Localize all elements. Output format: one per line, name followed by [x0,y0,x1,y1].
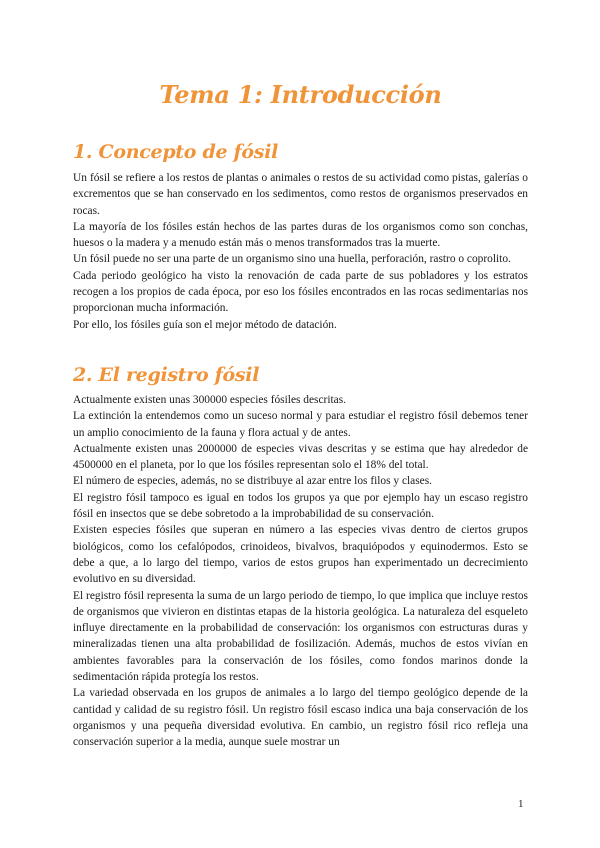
section-body-registro-fosil [73,392,528,751]
paragraph: El número de especies, además, no se distribuye al azar entre los filos y clases. [73,475,432,488]
paragraph: Actualmente existen unas 2000000 de especies vivas descritas y se estima que hay alrededor de 4500000 en el planeta, por lo que los fósiles representan solo el 18% del total. [73,442,528,472]
paragraph: La variedad observada en los grupos de animales a lo largo del tiempo geológico depende de la cantidad y calidad de su registro fósil. Un registro fósil escaso indica una baja conservación de los organismos y una pequeña diversidad evolutiva. En cambio, un registro fósil rico refleja una conservación superior a la media, aunque suele mostrar un [73,687,528,749]
paragraph: El registro fósil representa la suma de un largo periodo de tiempo, lo que implica que incluye restos de organismos que vivieron en distintas etapas de la historia geológica. La naturaleza del esqueleto influye directamente en la probabilidad de conservación: los organismos con estructuras duras y mineralizadas tienen una alta probabilidad de fosilización. Además, muchos de estos vivían en ambientes favorables para la conservación de los fósiles, como fondos marinos donde la sedimentación rápida protegía los restos. [73,589,528,684]
paragraph: El registro fósil tampoco es igual en todos los grupos ya que por ejemplo hay un escaso registro fósil en insectos que se debe sobretodo a la improbabilidad de su conservación. [73,491,528,521]
paragraph: Cada periodo geológico ha visto la renovación de cada parte de sus pobladores y los estratos recogen a los propios de cada época, por eso los fósiles encontrados en las rocas sedimentarias nos proporcionan mucha información. [73,269,528,315]
paragraph: Por ello, los fósiles guía son el mejor método de datación. [73,318,337,331]
paragraph: Actualmente existen unas 300000 especies fósiles descritas. [73,394,346,406]
paragraph: La extinción la entendemos como un suceso normal y para estudiar el registro fósil debemos tener un amplio conocimiento de la fauna y flora actual y de antes. [73,410,528,439]
paragraph: La mayoría de los fósiles están hechos de las partes duras de los organismos como son conchas, huesos o la madera y a menudo están más o menos transformados tras la muerte. [73,220,528,250]
section-body-concepto-fosil [73,170,528,333]
document-title: Tema 1: Introducción [159,80,442,109]
paragraph: Un fósil puede no ser una parte de un organismo sino una huella, perforación, rastro o coprolito. [73,253,511,266]
paragraph: Un fósil se refiere a los restos de plantas o animales o restos de su actividad como pistas, galerías o excrementos que se han conservado en los sedimentos, como restos de organismos preservados en rocas. [73,172,528,217]
paragraph: Existen especies fósiles que superan en número a las especies vivas dentro de ciertos grupos biológicos, como los cefalópodos, crinoideos, bivalvos, braquiópodos y equinodermos. Esto se debe a que, a lo largo del tiempo, varios de estos grupos han experimentado un decrecimiento evolutivo en su diversidad. [73,524,528,586]
section-heading-concepto-fosil: 1. Concepto de fósil [73,141,279,163]
section-heading-registro-fosil: 2. El registro fósil [73,364,260,386]
page-number: 1 [518,798,524,810]
